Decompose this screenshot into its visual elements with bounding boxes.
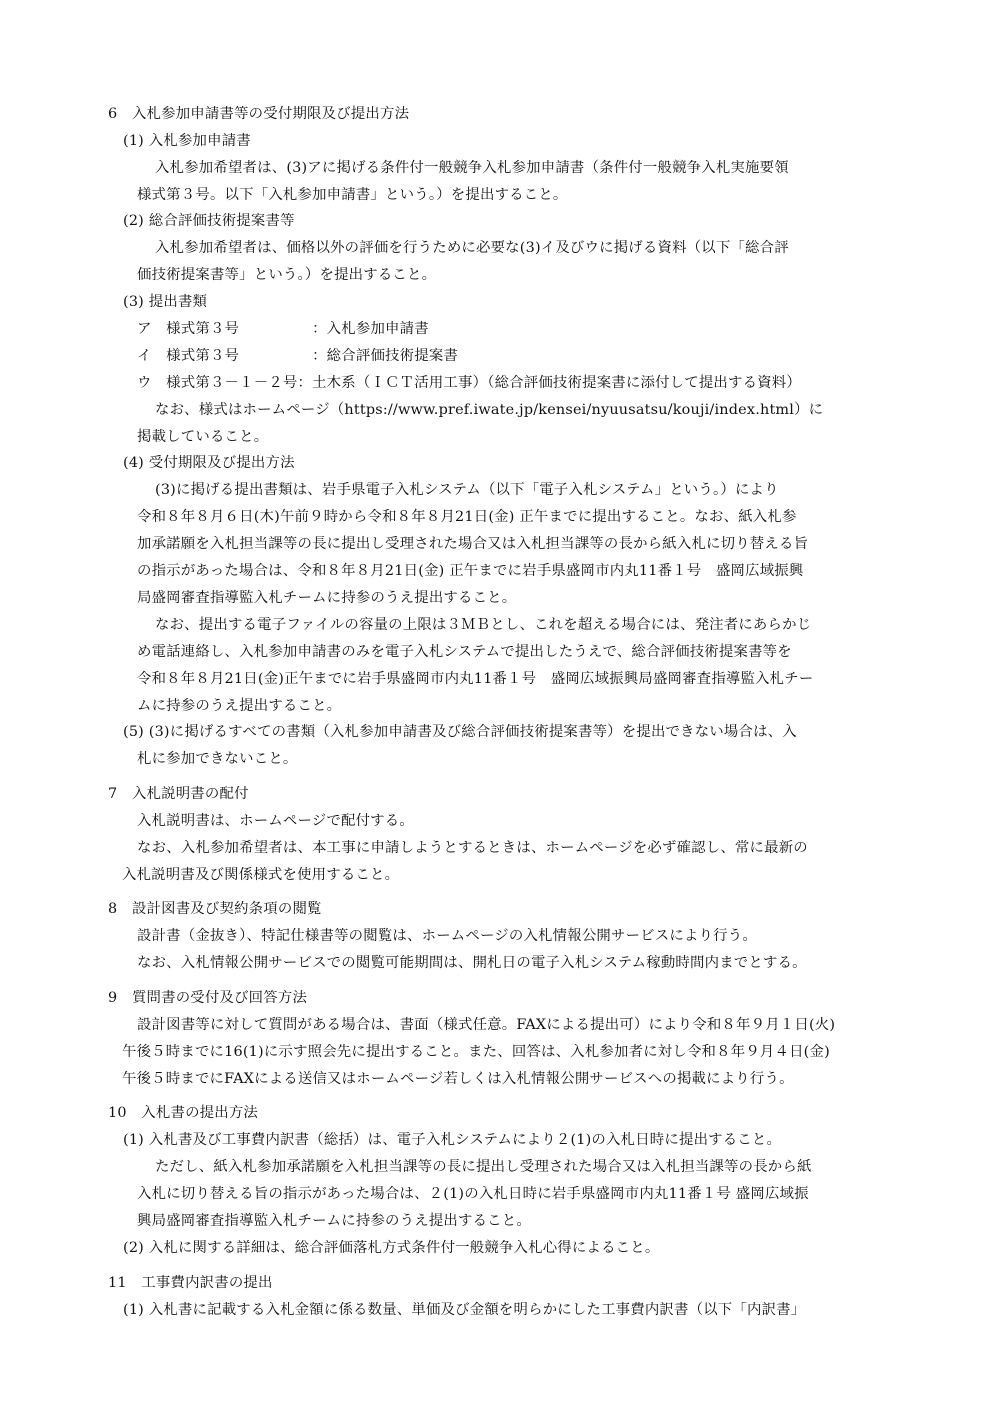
paragraph-line: 令和８年８月21日(金)正午までに岩手県盛岡市内丸11番１号 盛岡広域振興局盛岡審査指導監入札チー — [137, 671, 814, 687]
paragraph-line: なお、入札参加希望者は、本工事に申請しようとするときは、ホームページを必ず確認し、常に最新の — [137, 840, 808, 856]
paragraph-line: なお、様式はホームページ（https://www.pref.iwate.jp/kensei/nyuusatsu/kouji/index.html）に — [155, 402, 824, 418]
section-9-heading: 9 質問書の受付及び回答方法 — [108, 990, 308, 1006]
paragraph-line: (3)に掲げる提出書類は、岩手県電子入札システム（以下「電子入札システム」という。）により — [155, 482, 779, 498]
paragraph-line: なお、提出する電子ファイルの容量の上限は３ＭＢとし、これを超える場合には、発注者にあらかじ — [155, 617, 812, 633]
section-7-heading: 7 入札説明書の配付 — [108, 786, 249, 802]
paragraph-line: 令和８年８月６日(木)午前９時から令和８年８月21日(金) 正午までに提出すること。なお、紙入札参 — [137, 509, 797, 525]
item-6-4-title: (4) 受付期限及び提出方法 — [123, 455, 295, 471]
paragraph-line: 加承諾願を入札担当課等の長に提出し受理された場合又は入札担当課等の長から紙入札に切り替える旨 — [137, 536, 809, 552]
doc-list-item: ア 様式第３号 ：入札参加申請書 — [137, 321, 429, 337]
doc-list-item: ウ 様式第３－１－２号：土木系（ＩＣＴ活用工事）（総合評価技術提案書に添付して提出する資料） — [137, 375, 801, 391]
paragraph-line: なお、入札情報公開サービスでの閲覧可能期間は、開札日の電子入札システム稼動時間内までとする。 — [137, 955, 807, 971]
item-10-2: (2) 入札に関する詳細は、総合評価落札方式条件付一般競争入札心得によること。 — [123, 1240, 660, 1256]
item-11-1: (1) 入札書に記載する入札金額に係る数量、単価及び金額を明らかにした工事費内訳書（以下「内訳書」 — [123, 1302, 806, 1318]
paragraph-line: 入札参加希望者は、価格以外の評価を行うために必要な(3)イ及びウに掲げる資料（以下「総合評 — [155, 240, 789, 256]
paragraph-line: 興局盛岡審査指導監入札チームに持参のうえ提出すること。 — [137, 1213, 531, 1229]
paragraph-line: ただし、紙入札参加承諾願を入札担当課等の長に提出し受理された場合又は入札担当課等の長から紙 — [155, 1159, 812, 1175]
paragraph-line: ムに持参のうえ提出すること。 — [137, 698, 342, 714]
paragraph-line: の指示があった場合は、令和８年８月21日(金) 正午までに岩手県盛岡市内丸11番１号 盛岡広域振興 — [137, 563, 804, 579]
paragraph-line: 価技術提案書等」という。）を提出すること。 — [137, 267, 437, 283]
section-11-heading: 11 工事費内訳書の提出 — [108, 1275, 273, 1291]
item-10-1: (1) 入札書及び工事費内訳書（総括）は、電子入札システムにより２(1)の入札日時に提出すること。 — [123, 1132, 782, 1148]
paragraph-line: 札に参加できないこと。 — [137, 751, 298, 767]
paragraph-line: 入札参加希望者は、(3)アに掲げる条件付一般競争入札参加申請書（条件付一般競争入札実施要領 — [155, 160, 789, 176]
item-6-2-title: (2) 総合評価技術提案書等 — [123, 213, 295, 229]
paragraph-line: 入札説明書は、ホームページで配付する。 — [137, 813, 414, 829]
paragraph-line: 様式第３号。以下「入札参加申請書」という。）を提出すること。 — [137, 187, 568, 203]
paragraph-line: 設計書（金抜き）、特記仕様書等の閲覧は、ホームページの入札情報公開サービスにより行う。 — [137, 928, 757, 944]
paragraph-line: 入札に切り替える旨の指示があった場合は、２(1)の入札日時に岩手県盛岡市内丸11番１号 盛岡広域振 — [137, 1186, 809, 1202]
item-6-3-title: (3) 提出書類 — [123, 294, 208, 310]
item-6-5: (5) (3)に掲げるすべての書類（入札参加申請書及び総合評価技術提案書等）を提出できない場合は、入 — [123, 724, 797, 740]
section-8-heading: 8 設計図書及び契約条項の閲覧 — [108, 901, 322, 917]
paragraph-line: 局盛岡審査指導監入札チームに持参のうえ提出すること。 — [137, 590, 517, 606]
paragraph-line: 掲載していること。 — [137, 429, 269, 445]
doc-list-item: イ 様式第３号 ：総合評価技術提案書 — [137, 348, 458, 364]
paragraph-line: 午後５時までに16(1)に示す照会先に提出すること。また、回答は、入札参加者に対し令和８年９月４日(金) — [122, 1044, 830, 1060]
paragraph-line: 入札説明書及び関係様式を使用すること。 — [122, 867, 400, 883]
section-6-heading: 6 入札参加申請書等の受付期限及び提出方法 — [108, 106, 410, 122]
paragraph-line: め電話連絡し、入札参加申請書のみを電子入札システムで提出したうえで、総合評価技術提案書等を — [137, 644, 792, 660]
section-10-heading: 10 入札書の提出方法 — [108, 1105, 259, 1121]
item-6-1-title: (1) 入札参加申請書 — [123, 133, 251, 149]
paragraph-line: 午後５時までにFAXによる送信又はホームページ若しくは入札情報公開サービスへの掲載により行う。 — [122, 1071, 794, 1087]
paragraph-line: 設計図書等に対して質問がある場合は、書面（様式任意。FAXによる提出可）により令和８年９月１日(火) — [137, 1017, 836, 1033]
